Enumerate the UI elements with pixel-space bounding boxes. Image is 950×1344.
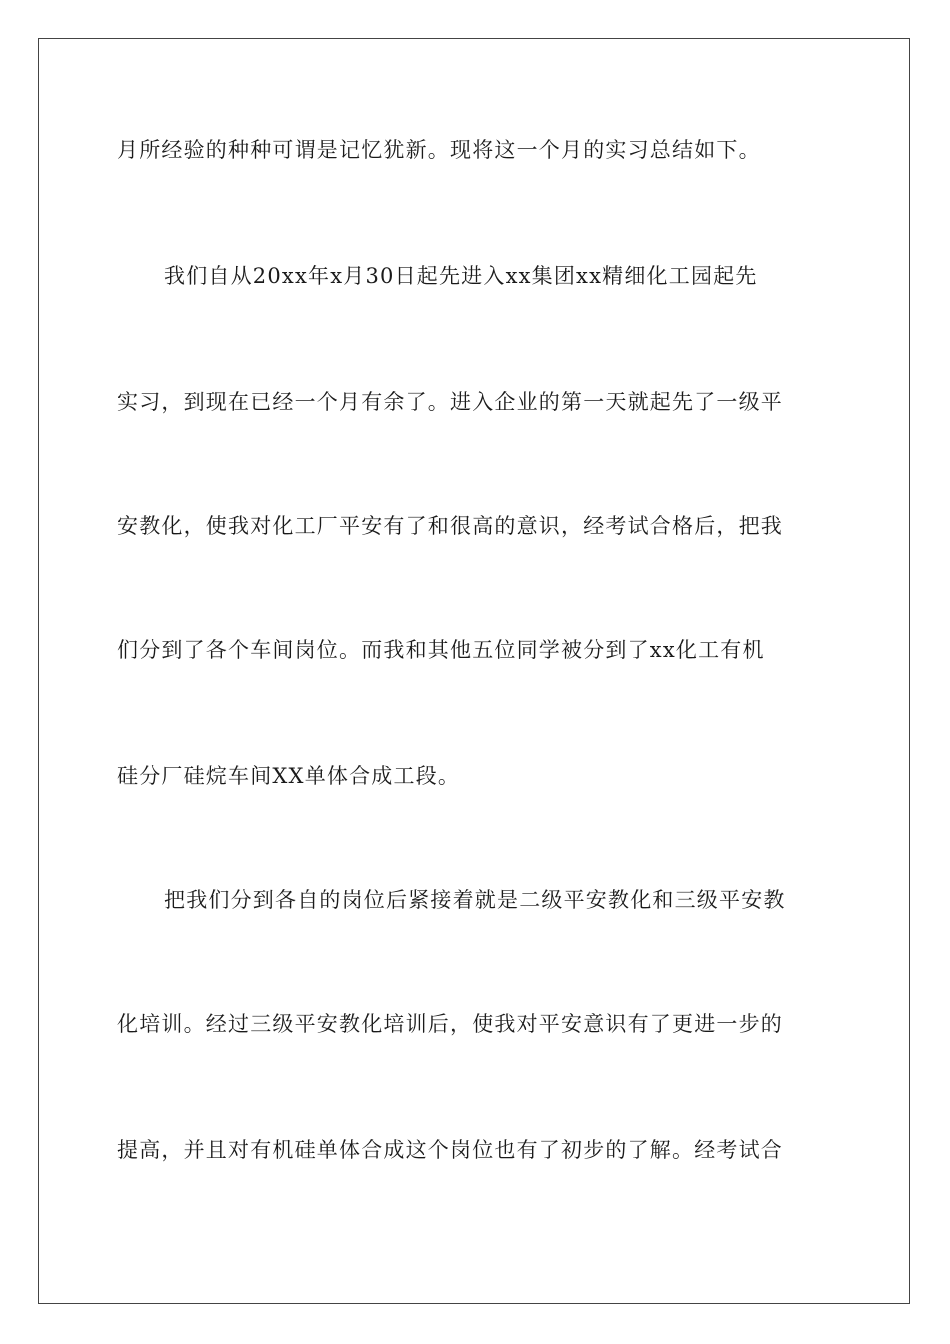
text-line-4: 安教化，使我对化工厂平安有了和很高的意识，经考试合格后，把我 bbox=[117, 514, 783, 538]
text-line-9: 提高，并且对有机硅单体合成这个岗位也有了初步的了解。经考试合 bbox=[117, 1138, 783, 1162]
text-line-7: 把我们分到各自的岗位后紧接着就是二级平安教化和三级平安教 bbox=[164, 888, 786, 912]
text-line-8: 化培训。经过三级平安教化培训后，使我对平安意识有了更进一步的 bbox=[117, 1012, 783, 1036]
text-line-2: 我们自从20xx年x月30日起先进入xx集团xx精细化工园起先 bbox=[164, 264, 758, 288]
text-line-1: 月所经验的种种可谓是记忆犹新。现将这一个月的实习总结如下。 bbox=[117, 138, 761, 162]
text-line-6: 硅分厂硅烷车间XX单体合成工段。 bbox=[117, 764, 461, 788]
text-line-3: 实习，到现在已经一个月有余了。进入企业的第一天就起先了一级平 bbox=[117, 390, 783, 414]
text-line-5: 们分到了各个车间岗位。而我和其他五位同学被分到了xx化工有机 bbox=[117, 638, 765, 662]
page-frame bbox=[38, 38, 910, 1304]
